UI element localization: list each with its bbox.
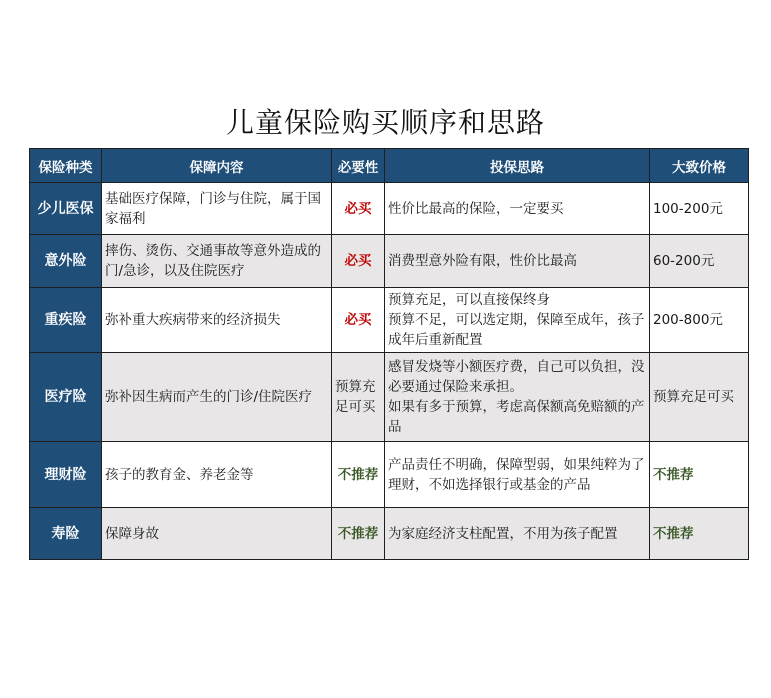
table-row [30, 183, 749, 235]
coverage-content: 弥补重大疾病带来的经济损失 [102, 288, 332, 353]
table-row [30, 235, 749, 288]
insurance-type: 医疗险 [30, 353, 102, 442]
coverage-content: 基础医疗保障，门诊与住院，属于国家福利 [102, 183, 332, 235]
necessity: 必买 [332, 183, 385, 235]
price: 不推荐 [650, 442, 749, 508]
coverage-content: 保障身故 [102, 508, 332, 560]
price: 200-800元 [650, 288, 749, 353]
header-necessity: 必要性 [332, 149, 385, 183]
header-approach: 投保思路 [385, 149, 650, 183]
table-row [30, 353, 749, 442]
approach-line: 预算充足，可以直接保终身 [388, 292, 550, 308]
header-content: 保障内容 [102, 149, 332, 183]
approach-line: 如果有多于预算，考虑高保额高免赔额的产品 [388, 399, 645, 435]
header-price: 大致价格 [650, 149, 749, 183]
insurance-type: 重疾险 [30, 288, 102, 353]
necessity: 不推荐 [332, 508, 385, 560]
necessity: 必买 [332, 288, 385, 353]
necessity: 预算充足可买 [332, 353, 385, 442]
approach [385, 288, 650, 353]
insurance-type: 理财险 [30, 442, 102, 508]
approach: 产品责任不明确，保障型弱，如果纯粹为了理财，不如选择银行或基金的产品 [385, 442, 650, 508]
approach: 消费型意外险有限，性价比最高 [385, 235, 650, 288]
table-row [30, 288, 749, 353]
table-row [30, 442, 749, 508]
price: 60-200元 [650, 235, 749, 288]
insurance-table [29, 148, 749, 560]
insurance-type: 寿险 [30, 508, 102, 560]
coverage-content: 孩子的教育金、养老金等 [102, 442, 332, 508]
approach [385, 353, 650, 442]
approach: 性价比最高的保险，一定要买 [385, 183, 650, 235]
approach-line: 感冒发烧等小额医疗费，自己可以负担，没必要通过保险来承担。 [388, 359, 645, 395]
necessity: 必买 [332, 235, 385, 288]
approach: 为家庭经济支柱配置，不用为孩子配置 [385, 508, 650, 560]
table-header-row [30, 149, 749, 183]
page-title: 儿童保险购买顺序和思路 [225, 106, 545, 139]
coverage-content: 摔伤、烫伤、交通事故等意外造成的门/急诊，以及住院医疗 [102, 235, 332, 288]
price: 不推荐 [650, 508, 749, 560]
insurance-type: 少儿医保 [30, 183, 102, 235]
header-type: 保险种类 [30, 149, 102, 183]
coverage-content: 弥补因生病而产生的门诊/住院医疗 [102, 353, 332, 442]
table-row [30, 508, 749, 560]
necessity: 不推荐 [332, 442, 385, 508]
insurance-type: 意外险 [30, 235, 102, 288]
price: 预算充足可买 [650, 353, 749, 442]
price: 100-200元 [650, 183, 749, 235]
approach-line: 预算不足，可以选定期，保障至成年，孩子成年后重新配置 [388, 312, 645, 348]
